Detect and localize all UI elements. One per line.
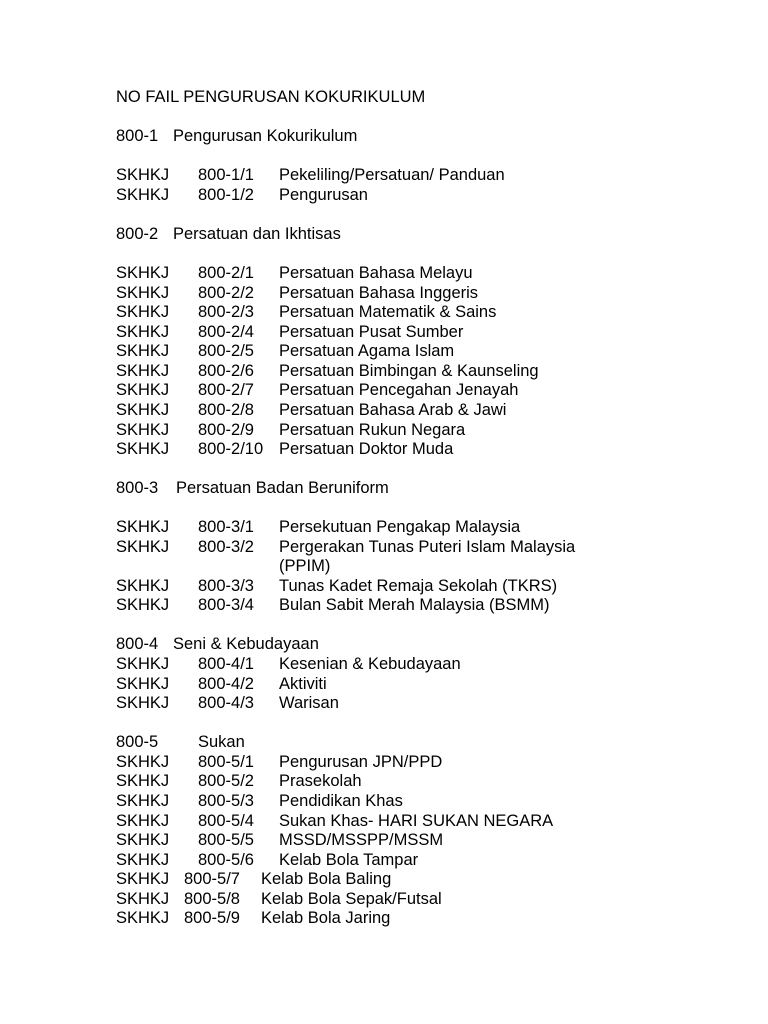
section-code: 800-5	[116, 733, 159, 751]
section-name: Seni & Kebudayaan	[173, 635, 319, 653]
list-item: SKHKJ 800-5/4 Sukan Khas- HARI SUKAN NEGARA	[116, 812, 554, 830]
section-name: Pengurusan Kokurikulum	[173, 127, 358, 145]
list-item: SKHKJ 800-5/1 Pengurusan JPN/PPD	[116, 753, 443, 771]
list-item: SKHKJ 800-3/2 Pergerakan Tunas Puteri Islam Malaysia	[116, 538, 576, 556]
list-item: SKHKJ 800-5/6 Kelab Bola Tampar	[116, 851, 419, 869]
section-name: Persatuan Badan Beruniform	[176, 479, 389, 497]
list-item: SKHKJ 800-2/5 Persatuan Agama Islam	[116, 342, 455, 360]
list-item: SKHKJ 800-5/7 Kelab Bola Baling	[116, 870, 392, 888]
list-item: SKHKJ 800-4/3 Warisan	[116, 694, 339, 712]
list-item: SKHKJ 800-1/1 Pekeliling/Persatuan/ Panduan	[116, 166, 505, 184]
section-code: 800-4	[116, 635, 159, 653]
list-item: SKHKJ 800-4/1 Kesenian & Kebudayaan	[116, 655, 461, 673]
list-item: SKHKJ 800-2/3 Persatuan Matematik & Sains	[116, 303, 497, 321]
section-name: Sukan	[198, 733, 245, 751]
list-item: SKHKJ 800-2/6 Persatuan Bimbingan & Kaunseling	[116, 362, 539, 380]
list-item: SKHKJ 800-5/2 Prasekolah	[116, 772, 362, 790]
section-heading	[0, 478, 768, 498]
section-heading	[0, 732, 768, 752]
page-title: NO FAIL PENGURUSAN KOKURIKULUM	[116, 88, 426, 106]
list-item: SKHKJ 800-5/8 Kelab Bola Sepak/Futsal	[116, 890, 442, 908]
list-item: SKHKJ 800-3/3 Tunas Kadet Remaja Sekolah (TKRS)	[116, 577, 558, 595]
list-item: SKHKJ 800-3/4 Bulan Sabit Merah Malaysia (BSMM)	[116, 596, 550, 614]
list-item-continuation: (PPIM)	[279, 557, 331, 575]
section-heading	[0, 634, 768, 654]
list-item: SKHKJ 800-2/7 Persatuan Pencegahan Jenayah	[116, 381, 519, 399]
list-item: SKHKJ 800-2/10 Persatuan Doktor Muda	[116, 440, 454, 458]
list-item: SKHKJ 800-2/9 Persatuan Rukun Negara	[116, 421, 466, 439]
list-item: SKHKJ 800-1/2 Pengurusan	[116, 186, 368, 204]
section-heading	[0, 126, 768, 146]
section-code: 800-2	[116, 225, 159, 243]
list-item: SKHKJ 800-3/1 Persekutuan Pengakap Malaysia	[116, 518, 521, 536]
section-heading	[0, 224, 768, 244]
list-item: SKHKJ 800-2/4 Persatuan Pusat Sumber	[116, 323, 464, 341]
list-item: SKHKJ 800-2/2 Persatuan Bahasa Inggeris	[116, 284, 479, 302]
list-item: SKHKJ 800-4/2 Aktiviti	[116, 675, 327, 693]
section-name: Persatuan dan Ikhtisas	[173, 225, 341, 243]
list-item: SKHKJ 800-2/1 Persatuan Bahasa Melayu	[116, 264, 473, 282]
list-item: SKHKJ 800-5/3 Pendidikan Khas	[116, 792, 403, 810]
section-code: 800-3	[116, 479, 159, 497]
list-item: SKHKJ 800-2/8 Persatuan Bahasa Arab & Jawi	[116, 401, 507, 419]
list-item: SKHKJ 800-5/5 MSSD/MSSPP/MSSM	[116, 831, 444, 849]
section-code: 800-1	[116, 127, 159, 145]
list-item: SKHKJ 800-5/9 Kelab Bola Jaring	[116, 909, 391, 927]
